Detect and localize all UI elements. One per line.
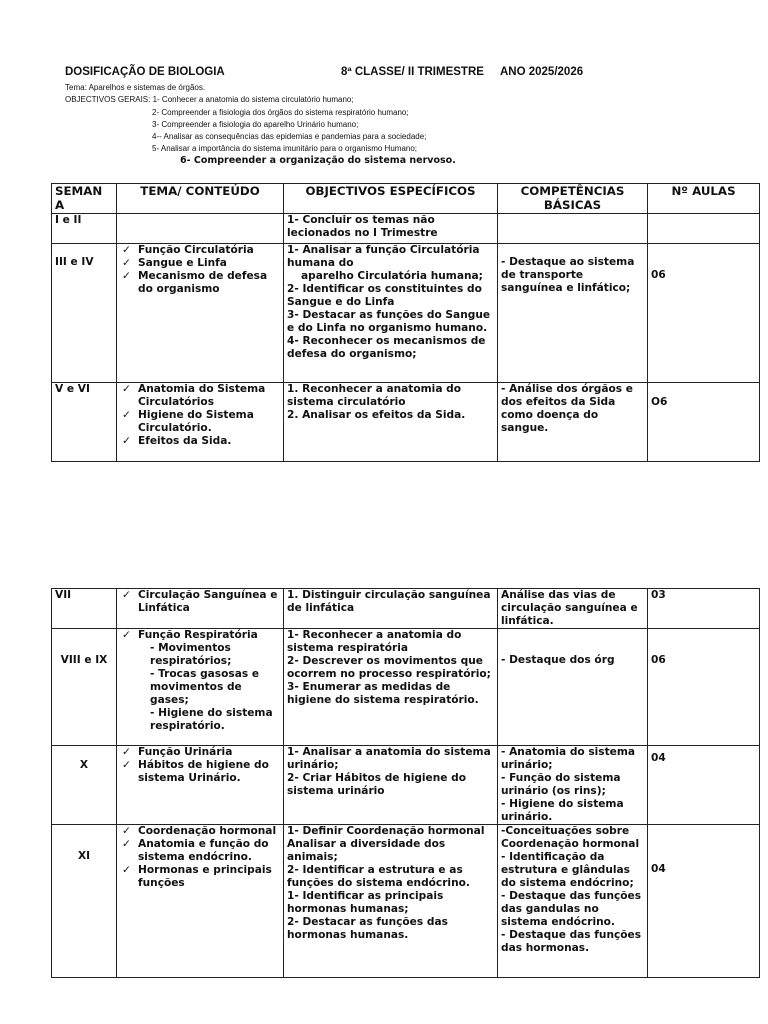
objectivos-cell (284, 383, 498, 462)
competencia-text: Análise das vias de circulação sanguínea e linfática. (501, 589, 638, 627)
competencia-text: - Identificação da estrutura e glândulas do sistema endócrino; (501, 851, 634, 889)
competencias-cell (498, 825, 648, 978)
tema-cell (117, 214, 284, 244)
header-semana: SEMAN A (52, 184, 117, 214)
tema-item: ✓ Função Circulatória (138, 244, 280, 257)
competencia-text: - Destaque das funções das hormonas. (501, 929, 642, 954)
tema-cell (117, 589, 284, 629)
tema-subitem: - Higiene do sistema respiratório. (150, 707, 273, 732)
header-objectivos: OBJECTIVOS ESPECÍFICOS (284, 184, 498, 214)
objectives-label: OBJECTIVOS GERAIS: (65, 95, 151, 104)
aulas-cell: 06 (648, 629, 760, 746)
competencia-text: - Função do sistema urinário (os rins); (501, 772, 621, 797)
objective-text: 1- Analisar a anatomia do sistema urinário; (287, 746, 491, 771)
tema-item: ✓ Coordenação hormonal (138, 825, 280, 838)
objective-text: 1- Reconhecer a anatomia do sistema respiratória (287, 629, 462, 654)
tema-item: ✓ Circulação Sanguínea e Linfática (138, 589, 280, 615)
dosification-table-1 (51, 183, 760, 462)
objectivos-cell (284, 214, 498, 244)
objective-2: 2- Compreender a fisiologia dos órgãos do sistema respiratório humano; (152, 108, 409, 117)
objective-text: 2- Identificar os constituintes do Sangue e do Linfa (287, 283, 482, 308)
competencia-text: - Destaque das funções das gandulas no sistema endócrino. (501, 890, 642, 928)
objective-text: 2- Descrever os movimentos que ocorrem no processo respiratório; (287, 655, 491, 680)
competencia-text: - Anatomia do sistema urinário; (501, 746, 636, 771)
week-cell: VII (52, 589, 117, 629)
competencia-text: - Destaque dos órg (501, 654, 615, 666)
dosification-table-2 (51, 588, 760, 978)
aulas-cell: 06 (648, 244, 760, 383)
table-row (52, 383, 760, 462)
aulas-cell: 04 (648, 746, 760, 825)
objective-6: 6- Compreender a organização do sistema nervoso. (180, 155, 456, 166)
tema-item: ✓ Sangue e Linfa (138, 257, 280, 270)
objective-text: aparelho Circulatória humana; (301, 270, 483, 282)
objective-text: 1- Analisar a função Circulatória humana do (287, 244, 480, 269)
header-competencias: COMPETÊNCIAS BÁSICAS (498, 184, 648, 214)
tema-subitem: - Movimentos respiratórios; (150, 642, 232, 667)
tema-line: Tema: Aparelhos e sistemas de órgãos. (65, 83, 206, 92)
competencias-cell (498, 214, 648, 244)
table-row (52, 629, 760, 746)
tema-item: ✓ Anatomia e função do sistema endócrino. (138, 838, 280, 864)
competencias-cell (498, 629, 648, 746)
objective-3: 3- Compreender a fisiologia do aparelho Urinário humano; (152, 120, 359, 129)
tema-item: ✓ Função Respiratória (138, 629, 280, 642)
objective-text: 3- Enumerar as medidas de higiene do sistema respiratório. (287, 681, 479, 706)
tema-item: ✓ Anatomia do Sistema Circulatórios (138, 383, 280, 409)
objective-text: 4- Reconhecer os mecanismos de defesa do organismo; (287, 335, 486, 360)
school-year: ANO 2025/2026 (500, 66, 584, 78)
objective-1: 1- Conhecer a anatomia do sistema circulatório humano; (152, 95, 354, 104)
objective-text: 1. Distinguir circulação sanguínea de linfática (287, 589, 491, 614)
objectivos-cell (284, 244, 498, 383)
objectivos-cell (284, 589, 498, 629)
table-row (52, 746, 760, 825)
tema-subitem: - Trocas gasosas e movimentos de gases; (150, 668, 260, 706)
competencias-cell (498, 746, 648, 825)
objective-text: 1- Concluir os temas não lecionados no I Trimestre (287, 214, 438, 239)
tema-item: ✓ Função Urinária (138, 746, 280, 759)
tema-cell (117, 825, 284, 978)
objective-text: 2- Criar Hábitos de higiene do sistema urinário (287, 772, 467, 797)
aulas-cell (648, 214, 760, 244)
objectivos-cell (284, 629, 498, 746)
competencia-text: - Higiene do sistema urinário. (501, 798, 624, 823)
table-row (52, 825, 760, 978)
week-cell: I e II (52, 214, 117, 244)
competencias-cell (498, 383, 648, 462)
header-tema: TEMA/ CONTEÚDO (117, 184, 284, 214)
competencia-text: - Análise dos órgãos e dos efeitos da Sida como doença do sangue. (501, 383, 633, 434)
tema-item: ✓ Higiene do Sistema Circulatório. (138, 409, 280, 435)
document-title: DOSIFICAÇÃO DE BIOLOGIA (65, 66, 225, 78)
competencia-text: - Destaque ao sistema de transporte sanguínea e linfático; (501, 256, 635, 294)
week-cell: XI (52, 825, 117, 978)
objective-text: 2- Destacar as funções das hormonas humanas. (287, 916, 448, 941)
tema-cell (117, 244, 284, 383)
objective-4: 4-- Analisar as consequências das epidemias e pandemias para a sociedade; (152, 132, 427, 141)
tema-item: ✓ Hormonas e principais funções (138, 864, 280, 890)
header-aulas: Nº AULAS (648, 184, 760, 214)
competencias-cell (498, 589, 648, 629)
class-term: 8ª CLASSE/ II TRIMESTRE (341, 66, 484, 78)
objective-text: Analisar a diversidade dos animais; (287, 838, 446, 863)
objectivos-cell (284, 746, 498, 825)
week-cell: III e IV (52, 244, 117, 383)
table-row (52, 589, 760, 629)
week-cell: V e VI (52, 383, 117, 462)
tema-cell (117, 629, 284, 746)
objective-5: 5- Analisar a importância do sistema imunitário para o organismo Humano; (152, 144, 418, 153)
tema-item: ✓ Hábitos de higiene do sistema Urinário. (138, 759, 280, 785)
tema-cell (117, 383, 284, 462)
tema-cell (117, 746, 284, 825)
aulas-cell: 04 (648, 825, 760, 978)
week-cell: VIII e IX (52, 629, 117, 746)
objective-text: 1. Reconhecer a anatomia do sistema circulatório (287, 383, 462, 408)
objectivos-cell (284, 825, 498, 978)
aulas-cell: 03 (648, 589, 760, 629)
objective-text: 2- Identificar a estrutura e as funções do sistema endócrino. (287, 864, 470, 889)
tema-item: ✓ Efeitos da Sida. (138, 435, 280, 448)
objectives-line-1 (65, 95, 354, 104)
week-cell: X (52, 746, 117, 825)
objective-text: 1- Definir Coordenação hormonal (287, 825, 485, 837)
table-header-row (52, 184, 760, 214)
objective-text: 1- Identificar as principais hormonas humanas; (287, 890, 444, 915)
competencias-cell (498, 244, 648, 383)
aulas-cell: O6 (648, 383, 760, 462)
objective-text: 2. Analisar os efeitos da Sida. (287, 409, 466, 421)
table-row (52, 244, 760, 383)
table-row (52, 214, 760, 244)
tema-item: ✓ Mecanismo de defesa do organismo (138, 270, 280, 296)
objective-text: 3- Destacar as funções do Sangue e do Linfa no organismo humano. (287, 309, 491, 334)
competencia-text: -Conceituações sobre Coordenação hormonal (501, 825, 640, 850)
